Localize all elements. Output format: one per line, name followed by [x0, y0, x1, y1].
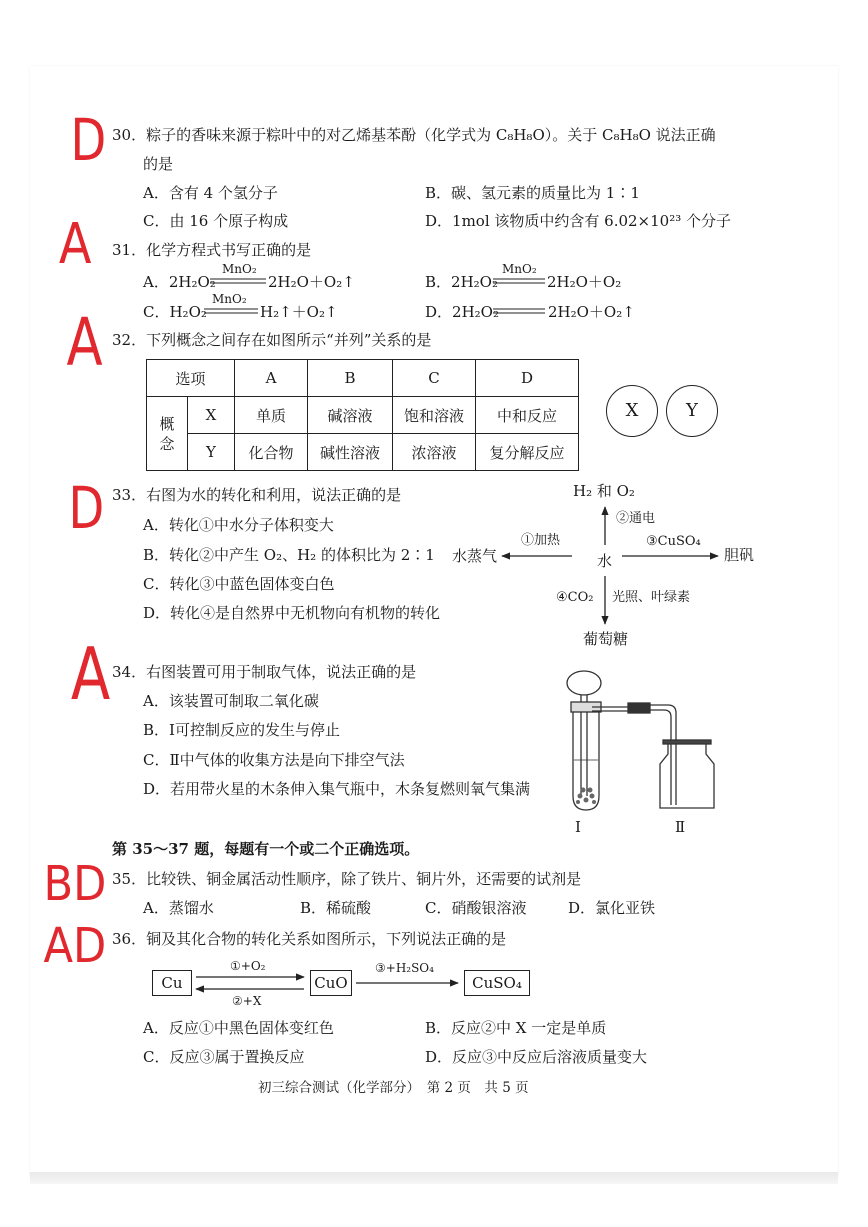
q31-option-c-condition: MnO₂ — [212, 292, 247, 306]
q30-stem-line1: 30．粽子的香味来源于粽叶中的对乙烯基苯酚（化学式为 C₈H₈O）。关于 C₈H₈O 说法正确 — [112, 126, 716, 144]
q33-diagram-bottom: 葡萄糖 — [583, 630, 629, 648]
q34-option-d: D．若用带火星的木条伸入集气瓶中，木条复燃则氧气集满 — [143, 780, 531, 798]
table-cell: 碱性溶液 — [308, 434, 393, 471]
q30-option-b: B．碳、氢元素的质量比为 1∶1 — [425, 184, 640, 202]
q35-stem: 35．比较铁、铜金属活动性顺序，除了铁片、铜片外，还需要的试剂是 — [112, 870, 582, 888]
handwritten-answer-q32: A — [66, 304, 103, 381]
q34-stem: 34．右图装置可用于制取气体，说法正确的是 — [112, 663, 417, 681]
q33-diagram-left: 水蒸气 — [452, 547, 498, 565]
section-heading: 第 35～37 题，每题有一个或二个正确选项。 — [112, 840, 420, 858]
table-header-cell: 选项 — [147, 360, 235, 397]
q33-option-b: B．转化②中产生 O₂、H₂ 的体积比为 2∶1 — [143, 546, 435, 564]
table-cell: 中和反应 — [476, 397, 579, 434]
table-header-cell: C — [393, 360, 476, 397]
q30-option-c: C．由 16 个原子构成 — [143, 212, 289, 230]
q34-option-c: C．Ⅱ中气体的收集方法是向下排空气法 — [143, 751, 405, 769]
q31-option-b-condition: MnO₂ — [502, 262, 537, 276]
handwritten-answer-q33: D — [68, 474, 105, 542]
q31-option-a-right: 2H₂O＋O₂↑ — [268, 273, 355, 291]
handwritten-answer-q30: D — [70, 106, 107, 174]
table-cell: 饱和溶液 — [393, 397, 476, 434]
q35-option-a: A．蒸馏水 — [143, 899, 214, 917]
apparatus-i-solid — [576, 788, 596, 805]
q33-diagram-right: 胆矾 — [724, 546, 755, 564]
q34-option-b: B．Ⅰ可控制反应的发生与停止 — [143, 721, 340, 739]
q30-option-a: A．含有 4 个氢分子 — [143, 184, 278, 202]
table-cell: 浓溶液 — [393, 434, 476, 471]
table-cell: 化合物 — [235, 434, 308, 471]
table-cell: 碱溶液 — [308, 397, 393, 434]
table-cell: Y — [188, 434, 235, 471]
reaction-2-label: ②+X — [232, 994, 262, 1008]
q33-option-c: C．转化③中蓝色固体变白色 — [143, 575, 335, 593]
q31-option-b-right: 2H₂O＋O₂ — [547, 273, 622, 291]
q31-option-d-right: 2H₂O＋O₂↑ — [548, 303, 635, 321]
handwritten-answer-q34: A — [70, 632, 111, 716]
q33-diagram-bottom-left-label: ④CO₂ — [556, 590, 594, 605]
box-cuso4: CuSO₄ — [464, 970, 530, 996]
q36-option-d: D．反应③中反应后溶液质量变大 — [425, 1048, 648, 1066]
table-row-label: 概念 — [147, 397, 188, 471]
q33-option-d: D．转化④是自然界中无机物向有机物的转化 — [143, 604, 441, 622]
q33-diagram-top-arrow-label: ②通电 — [616, 511, 656, 526]
q31-equals-bars — [204, 279, 545, 313]
q31-option-c-right: H₂↑＋O₂↑ — [260, 303, 338, 321]
apparatus-ii — [660, 740, 714, 808]
q34-option-a: A．该装置可制取二氧化碳 — [143, 692, 319, 710]
q30-stem-line2: 的是 — [143, 155, 174, 173]
q30-option-d: D．1mol 该物质中约含有 6.02×10²³ 个分子 — [425, 212, 732, 230]
q33-diagram-center: 水 — [597, 552, 613, 570]
q33-diagram-right-arrow-label: ③CuSO₄ — [646, 534, 701, 549]
handwritten-answer-q36: AD — [43, 918, 107, 974]
page-footer: 初三综合测试（化学部分） 第 2 页 共 5 页 — [258, 1080, 529, 1096]
q31-option-d-left: D．2H₂O₂ — [425, 303, 499, 321]
apparatus-label-ii: Ⅱ — [675, 818, 686, 836]
table-cell: X — [188, 397, 235, 434]
circle-y: Y — [666, 385, 718, 437]
q33-diagram-top: H₂ 和 O₂ — [573, 482, 635, 500]
q31-option-b-left: B．2H₂O₂ — [425, 273, 498, 291]
table-cell: 复分解反应 — [476, 434, 579, 471]
q33-diagram-bottom-right-label: 光照、叶绿素 — [612, 590, 691, 605]
box-cuo: CuO — [310, 970, 352, 996]
q32-stem: 32．下列概念之间存在如图所示“并列”关系的是 — [112, 331, 432, 349]
q31-option-a-left: A．2H₂O₂ — [143, 273, 216, 291]
apparatus-label-i: Ⅰ — [575, 818, 581, 836]
q36-option-c: C．反应③属于置换反应 — [143, 1048, 305, 1066]
table-cell: 单质 — [235, 397, 308, 434]
q36-stem: 36．铜及其化合物的转化关系如图所示，下列说法正确的是 — [112, 930, 507, 948]
handwritten-answer-q31: A — [58, 212, 92, 277]
q33-stem: 33．右图为水的转化和利用，说法正确的是 — [112, 486, 402, 504]
q35-option-b: B．稀硫酸 — [300, 899, 372, 917]
q33-diagram-left-arrow-label: ①加热 — [521, 533, 561, 548]
q35-option-c: C．硝酸银溶液 — [425, 899, 527, 917]
circle-x: X — [606, 385, 658, 437]
q36-option-a: A．反应①中黑色固体变红色 — [143, 1019, 334, 1037]
q33-arrows — [502, 507, 718, 624]
table-header-cell: A — [235, 360, 308, 397]
table-header-cell: B — [308, 360, 393, 397]
q33-option-a: A．转化①中水分子体积变大 — [143, 516, 334, 534]
reaction-3-label: ③+H₂SO₄ — [375, 961, 434, 975]
table-header-cell: D — [476, 360, 579, 397]
q35-option-d: D．氯化亚铁 — [568, 899, 656, 917]
q31-option-a-condition: MnO₂ — [222, 262, 257, 276]
handwritten-answer-q35: BD — [43, 856, 107, 912]
q31-option-c-left: C．H₂O₂ — [143, 303, 207, 321]
box-cu: Cu — [152, 970, 192, 996]
reaction-1-label: ①+O₂ — [230, 959, 266, 973]
q36-arrows — [196, 977, 458, 989]
q36-option-b: B．反应②中 X 一定是单质 — [425, 1019, 607, 1037]
q31-stem: 31．化学方程式书写正确的是 — [112, 241, 312, 259]
